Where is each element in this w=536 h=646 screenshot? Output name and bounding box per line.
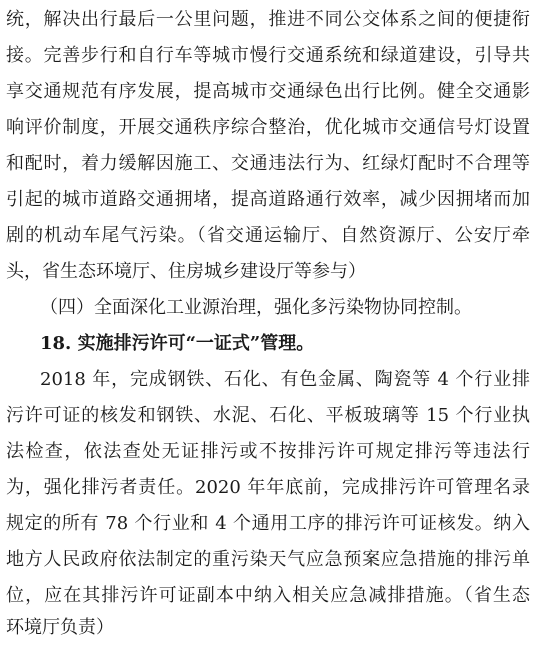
text-line: 享交通规范有序发展，提高城市交通绿色出行比例。健全交通影	[6, 81, 530, 102]
item-heading: 18. 实施排污许可“一证式”管理。	[40, 333, 315, 354]
text-line: 头，省生态环境厅、住房城乡建设厅等参与）	[6, 261, 366, 282]
text-line: 接。完善步行和自行车等城市慢行交通系统和绿道建设，引导共	[6, 45, 530, 66]
text-line: 统，解决出行最后一公里问题，推进不同公交体系之间的便捷衔	[6, 9, 530, 30]
text-line: 引起的城市道路交通拥堵，提高道路通行效率，减少因拥堵而加	[6, 189, 530, 210]
section-heading: （四）全面深化工业源治理，强化多污染物协同控制。	[40, 297, 472, 318]
text-line: 地方人民政府依法制定的重污染天气应急预案应急措施的排污单	[6, 549, 530, 570]
text-line: 剧的机动车尾气污染。（省交通运输厅、自然资源厅、公安厅牵	[6, 225, 530, 246]
text-line: 位，应在其排污许可证副本中纳入相关应急减排措施。（省生态	[6, 585, 530, 606]
text-line: 污许可证的核发和钢铁、水泥、石化、平板玻璃等 15 个行业执	[6, 405, 530, 426]
text-line: 为，强化排污者责任。2020 年年底前，完成排污许可管理名录	[6, 477, 530, 498]
text-line: 2018 年，完成钢铁、石化、有色金属、陶瓷等 4 个行业排	[40, 369, 530, 390]
text-line: 法检查，依法查处无证排污或不按排污许可规定排污等违法行	[6, 441, 530, 462]
text-line: 和配时，着力缓解因施工、交通违法行为、红绿灯配时不合理等	[6, 153, 530, 174]
text-line: 环境厅负责）	[6, 617, 114, 638]
text-line: 规定的所有 78 个行业和 4 个通用工序的排污许可证核发。纳入	[6, 513, 530, 534]
text-line: 响评价制度，开展交通秩序综合整治，优化城市交通信号灯设置	[6, 117, 530, 138]
